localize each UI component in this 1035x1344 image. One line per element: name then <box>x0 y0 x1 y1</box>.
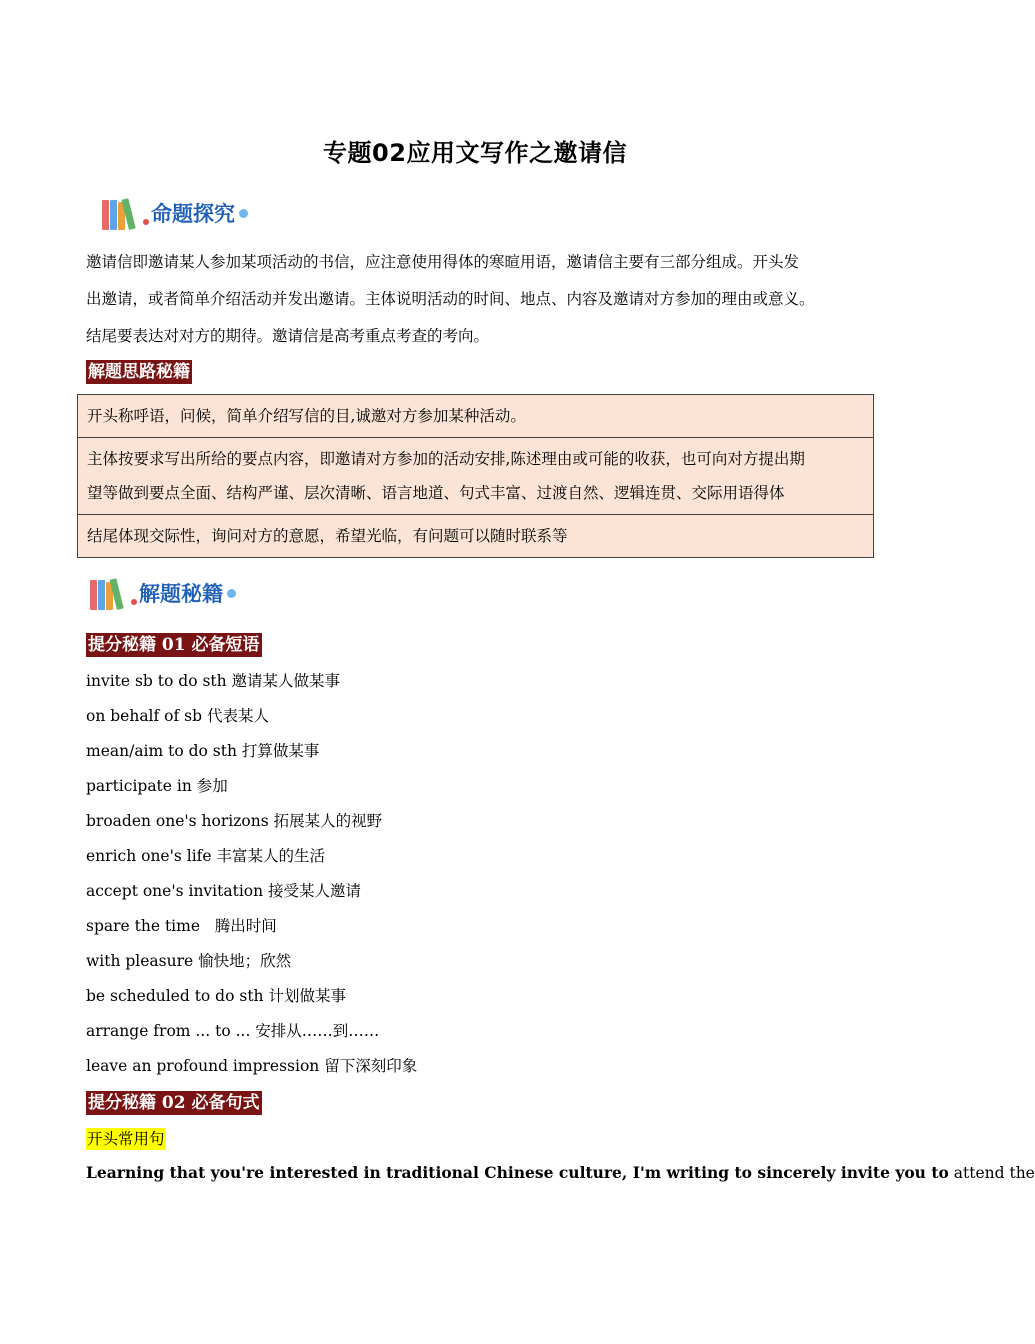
intro-paragraph <box>86 244 878 355</box>
phrase-item: invite sb to do sth 邀请某人做某事 <box>86 672 341 690</box>
phrase-item: on behalf of sb 代表某人 <box>86 707 269 725</box>
section-label: 解题秘籍 <box>139 582 223 606</box>
page-title: 专题02应用文写作之邀请信 <box>323 139 627 167</box>
opening-sentences-label: 开头常用句 <box>87 1130 165 1148</box>
tips-label: 解题思路秘籍 <box>88 362 190 382</box>
phrase-item: enrich one's life 丰富某人的生活 <box>86 847 325 865</box>
example-sentence: Learning that you're interested in traditional Chinese culture, I'm writing to sincerely invite you to attend the <box>86 1163 1035 1182</box>
section-header-proposition <box>102 196 248 230</box>
phrase-item: be scheduled to do sth 计划做某事 <box>86 987 346 1005</box>
phrase-item: leave an profound impression 留下深刻印象 <box>86 1057 418 1075</box>
dot-icon <box>143 219 149 225</box>
phrase-item: arrange from ... to ... 安排从……到…… <box>86 1022 380 1040</box>
intro-line: 邀请信即邀请某人参加某项活动的书信，应注意使用得体的寒暄用语，邀请信主要有三部分组成。开头发 <box>86 253 800 271</box>
tips-table <box>77 394 874 558</box>
books-icon <box>102 196 137 230</box>
phrase-item: accept one's invitation 接受某人邀请 <box>86 882 362 900</box>
section-header-secrets <box>90 576 236 610</box>
dot-icon <box>227 589 236 598</box>
phrase-item: with pleasure 愉快地；欣然 <box>86 952 292 970</box>
books-icon <box>90 576 125 610</box>
tip-line: 望等做到要点全面、结构严谨、层次清晰、语言地道、句式丰富、过渡自然、逻辑连贯、交际用语得体 <box>87 484 785 502</box>
tip-row-body <box>78 438 873 515</box>
dot-icon <box>131 599 137 605</box>
section-label: 命题探究 <box>151 202 235 226</box>
secret-02-label: 提分秘籍 02 必备句式 <box>88 1093 260 1113</box>
intro-line: 结尾要表达对对方的期待。邀请信是高考重点考查的考向。 <box>86 327 490 345</box>
intro-line: 出邀请，或者简单介绍活动并发出邀请。主体说明活动的时间、地点、内容及邀请对方参加的理由或意义。 <box>86 290 815 308</box>
phrase-item: spare the time 腾出时间 <box>86 917 277 935</box>
phrase-item: broaden one's horizons 拓展某人的视野 <box>86 812 383 830</box>
tip-line: 主体按要求写出所给的要点内容，即邀请对方参加的活动安排,陈述理由或可能的收获，也可向对方提出期 <box>87 450 805 468</box>
phrase-item: mean/aim to do sth 打算做某事 <box>86 742 320 760</box>
tip-row-closing: 结尾体现交际性，询问对方的意愿，希望光临，有问题可以随时联系等 <box>87 527 568 545</box>
phrase-item: participate in 参加 <box>86 777 228 795</box>
secret-01-label: 提分秘籍 01 必备短语 <box>88 635 260 655</box>
dot-icon <box>239 209 248 218</box>
tip-row-opening: 开头称呼语，问候，简单介绍写信的目,诚邀对方参加某种活动。 <box>78 395 873 438</box>
